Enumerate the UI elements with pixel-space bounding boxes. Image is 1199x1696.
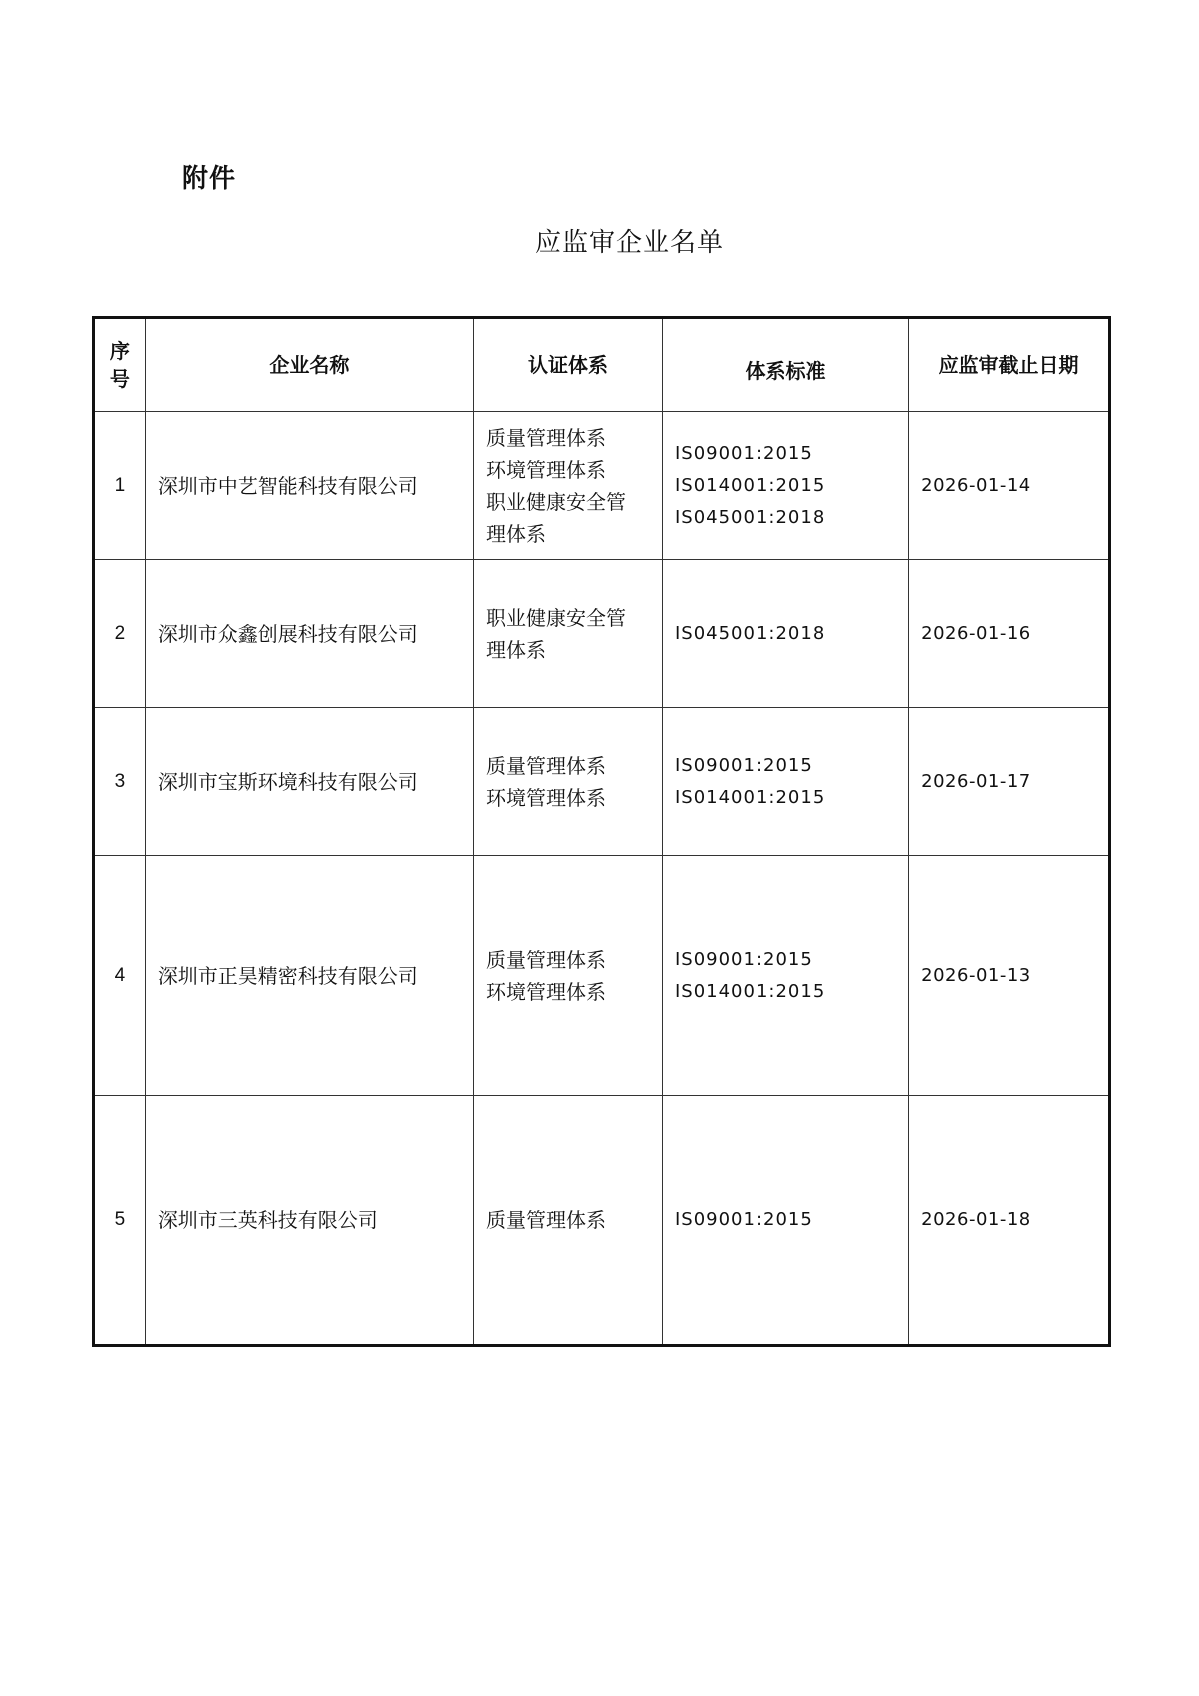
row-seq: 2 [94, 560, 146, 708]
row-company: 深圳市中艺智能科技有限公司 [145, 412, 473, 560]
table-row [94, 856, 1110, 1096]
row-company: 深圳市三英科技有限公司 [145, 1096, 473, 1346]
row-deadline: 2026-01-13 [909, 856, 1110, 1096]
header-standard: 体系标准 [662, 318, 908, 412]
table-row [94, 708, 1110, 856]
row-deadline: 2026-01-14 [909, 412, 1110, 560]
table-row [94, 412, 1110, 560]
header-deadline: 应监审截止日期 [909, 318, 1110, 412]
row-deadline: 2026-01-16 [909, 560, 1110, 708]
row-seq: 3 [94, 708, 146, 856]
row-standard: IS09001:2015 IS014001:2015 [662, 856, 908, 1096]
row-standard: IS09001:2015 IS014001:2015 IS045001:2018 [662, 412, 908, 560]
row-standard: IS09001:2015 [662, 1096, 908, 1346]
attachment-label: 附件 [182, 164, 237, 194]
row-cert-system: 职业健康安全管 理体系 [474, 560, 663, 708]
row-standard: IS045001:2018 [662, 560, 908, 708]
row-seq: 5 [94, 1096, 146, 1346]
row-deadline: 2026-01-18 [909, 1096, 1110, 1346]
header-cert-system: 认证体系 [474, 318, 663, 412]
table-header-row [94, 318, 1110, 412]
page-title: 应监审企业名单 [534, 228, 724, 258]
row-seq: 1 [94, 412, 146, 560]
row-cert-system: 质量管理体系 环境管理体系 职业健康安全管 理体系 [474, 412, 663, 560]
row-deadline: 2026-01-17 [909, 708, 1110, 856]
row-cert-system: 质量管理体系 环境管理体系 [474, 708, 663, 856]
table-row [94, 560, 1110, 708]
row-seq: 4 [94, 856, 146, 1096]
row-company: 深圳市众鑫创展科技有限公司 [145, 560, 473, 708]
row-cert-system: 质量管理体系 [474, 1096, 663, 1346]
header-company: 企业名称 [145, 318, 473, 412]
company-list-table [92, 316, 1111, 1347]
row-cert-system: 质量管理体系 环境管理体系 [474, 856, 663, 1096]
row-company: 深圳市正昊精密科技有限公司 [145, 856, 473, 1096]
row-company: 深圳市宝斯环境科技有限公司 [145, 708, 473, 856]
row-standard: IS09001:2015 IS014001:2015 [662, 708, 908, 856]
header-seq: 序 号 [94, 318, 146, 412]
table-row [94, 1096, 1110, 1346]
